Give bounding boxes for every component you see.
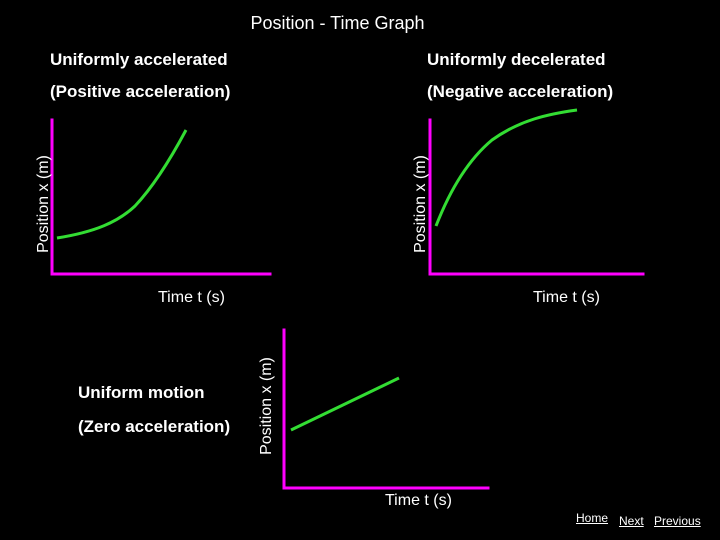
graph-decelerated — [430, 110, 643, 274]
panel-uniform-subheading: (Zero acceleration) — [78, 417, 231, 436]
next-link[interactable]: Next — [619, 514, 644, 528]
page-title: Position - Time Graph — [250, 13, 425, 33]
panel-decelerated-subheading: (Negative acceleration) — [427, 82, 614, 101]
position-curve-accelerated — [57, 130, 186, 238]
panel-uniform-xlabel: Time t (s) — [385, 492, 452, 509]
graph-uniform — [284, 330, 488, 488]
panel-decelerated-heading: Uniformly decelerated — [427, 50, 606, 69]
panel-uniform-ylabel: Position x (m) — [258, 357, 275, 455]
position-curve-decelerated — [436, 110, 577, 226]
panel-accelerated-ylabel: Position x (m) — [35, 155, 52, 253]
graph-accelerated — [52, 120, 270, 274]
position-line-uniform — [291, 378, 399, 430]
panel-accelerated-subheading: (Positive acceleration) — [50, 82, 231, 101]
panel-accelerated-heading: Uniformly accelerated — [50, 50, 228, 69]
panel-accelerated-xlabel: Time t (s) — [158, 289, 225, 306]
panel-uniform-heading: Uniform motion — [78, 383, 205, 402]
panel-decelerated-xlabel: Time t (s) — [533, 289, 600, 306]
home-link[interactable]: Home — [576, 511, 609, 525]
panel-decelerated-ylabel: Position x (m) — [412, 155, 429, 253]
previous-link[interactable]: Previous — [654, 514, 701, 528]
